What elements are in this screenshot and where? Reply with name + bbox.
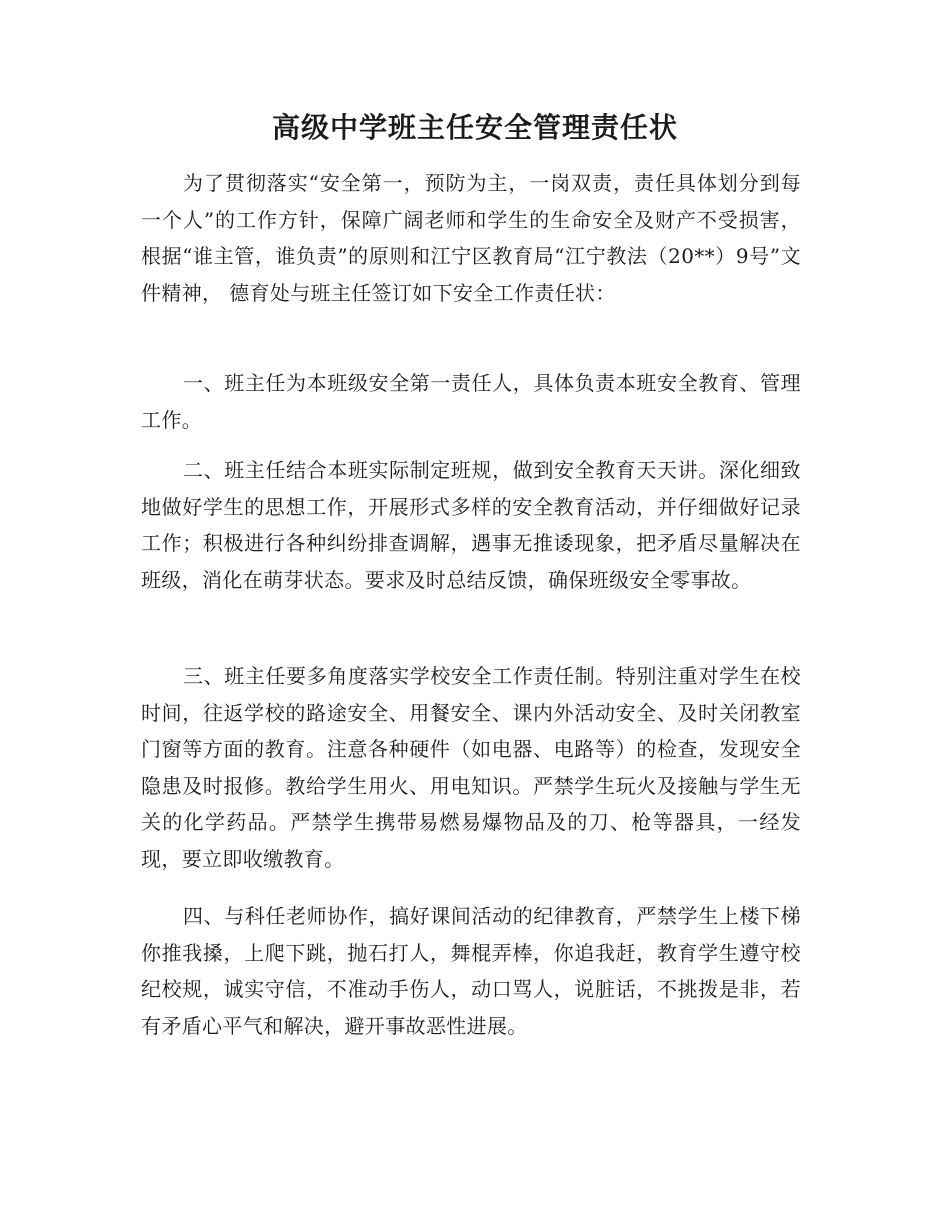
clause-1-paragraph: 一、班主任为本班级安全第一责任人，具体负责本班安全教育、管理工作。	[141, 371, 801, 432]
document-title: 高级中学班主任安全管理责任状	[271, 111, 678, 144]
clause-3-paragraph: 三、班主任要多角度落实学校安全工作责任制。特别注重对学生在校时间，往返学校的路途安全、用餐安全、课内外活动安全、及时关闭教室门窗等方面的教育。注意各种硬件（如电器、电路等）的检查，发现安全隐患及时报修。教给学生用火、用电知识。严禁学生玩火及接触与学生无关的化学药品。严禁学生携带易燃易爆物品及的刀、枪等器具，一经发现，要立即收缴教育。	[141, 664, 801, 871]
clause-2-paragraph: 二、班主任结合本班实际制定班规，做到安全教育天天讲。深化细致地做好学生的思想工作，开展形式多样的安全教育活动，并仔细做好记录工作；积极进行各种纠纷排查调解，遇事无推诿现象，把矛盾尽量解决在班级，消化在萌芽状态。要求及时总结反馈，确保班级安全零事故。	[141, 458, 801, 592]
clause-4-paragraph: 四、与科任老师协作，搞好课间活动的纪律教育，严禁学生上楼下梯你推我搡，上爬下跳，抛石打人，舞棍弄棒，你追我赶，教育学生遵守校纪校规，诚实守信，不准动手伤人，动口骂人，说脏话，不挑拨是非，若有矛盾心平气和解决，避开事故恶性进展。	[141, 904, 801, 1038]
intro-paragraph: 为了贯彻落实“安全第一，预防为主，一岗双责，责任具体划分到每一个人”的工作方针，保障广阔老师和学生的生命安全及财产不受损害，根据“谁主管，谁负责”的原则和江宁区教育局“江宁教法（20**）9号”文件精神， 德育处与班主任签订如下安全工作责任状：	[141, 171, 801, 305]
